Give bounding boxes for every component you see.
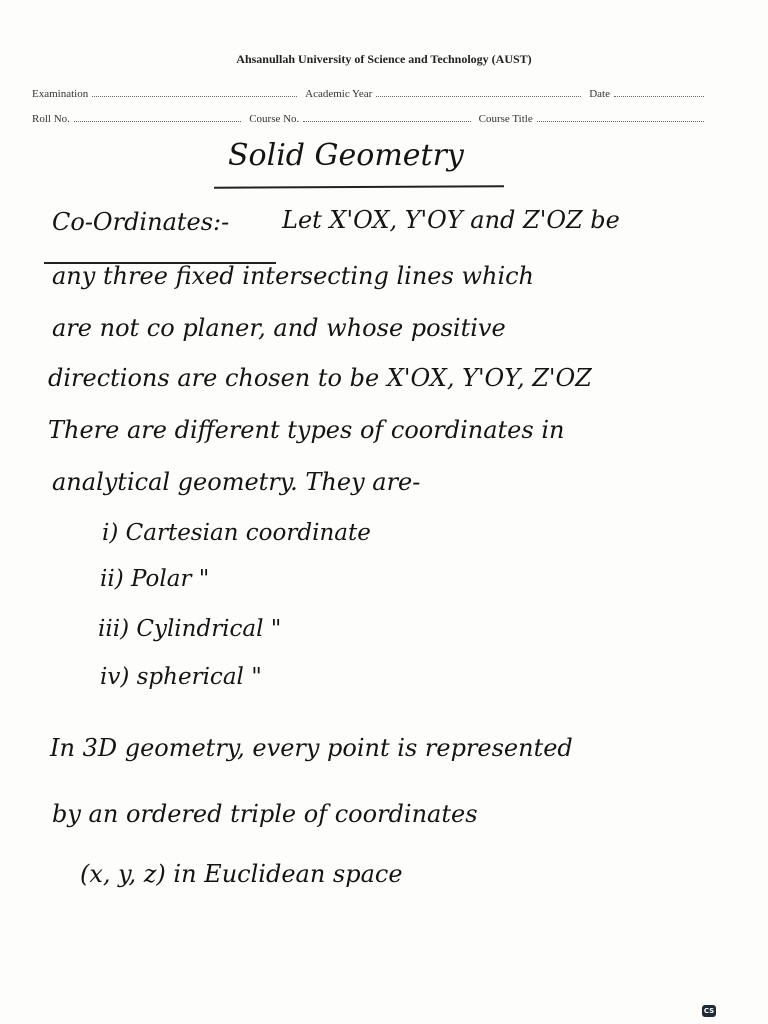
course-title-label: Course Title [478, 113, 533, 125]
list-item-polar: ii) Polar " [100, 566, 210, 592]
closing-line-2: by an ordered triple of coordinates [52, 800, 478, 828]
roll-no-blank [74, 113, 241, 122]
date-blank [614, 88, 704, 97]
course-title-blank [537, 113, 704, 122]
closing-line-1: In 3D geometry, every point is represented [50, 734, 573, 762]
roll-no-label: Roll No. [32, 113, 70, 125]
academic-year-label: Academic Year [305, 88, 373, 100]
note-line-3: are not co planer, and whose positive [52, 314, 506, 342]
section-heading: Co-Ordinates:- [52, 208, 230, 236]
university-name: Ahsanullah University of Science and Technology (AUST) [236, 52, 532, 66]
notes-title: Solid Geometry [228, 138, 464, 173]
list-item-cylindrical: iii) Cylindrical " [98, 616, 282, 642]
list-item-spherical: iv) spherical " [100, 664, 262, 690]
course-no-label: Course No. [249, 113, 300, 125]
note-line-5: There are different types of coordinates in [48, 416, 565, 444]
title-underline [214, 185, 504, 188]
header-row-course [32, 113, 712, 125]
course-no-blank [303, 113, 470, 122]
header-row-exam [32, 88, 712, 100]
note-line-4: directions are chosen to be X'OX, Y'OY, Z'OZ [48, 364, 592, 392]
closing-line-3: (x, y, z) in Euclidean space [80, 860, 403, 888]
academic-year-blank [376, 88, 581, 97]
date-label: Date [589, 88, 610, 100]
note-line-1: Let X'OX, Y'OY and Z'OZ be [282, 206, 620, 234]
scanner-logo-icon: CS [703, 1007, 715, 1015]
list-item-cartesian: i) Cartesian coordinate [102, 520, 371, 546]
examination-label: Examination [32, 88, 89, 100]
note-line-2: any three fixed intersecting lines which [52, 262, 535, 290]
note-line-6: analytical geometry. They are- [52, 468, 421, 496]
examination-blank [92, 88, 297, 97]
